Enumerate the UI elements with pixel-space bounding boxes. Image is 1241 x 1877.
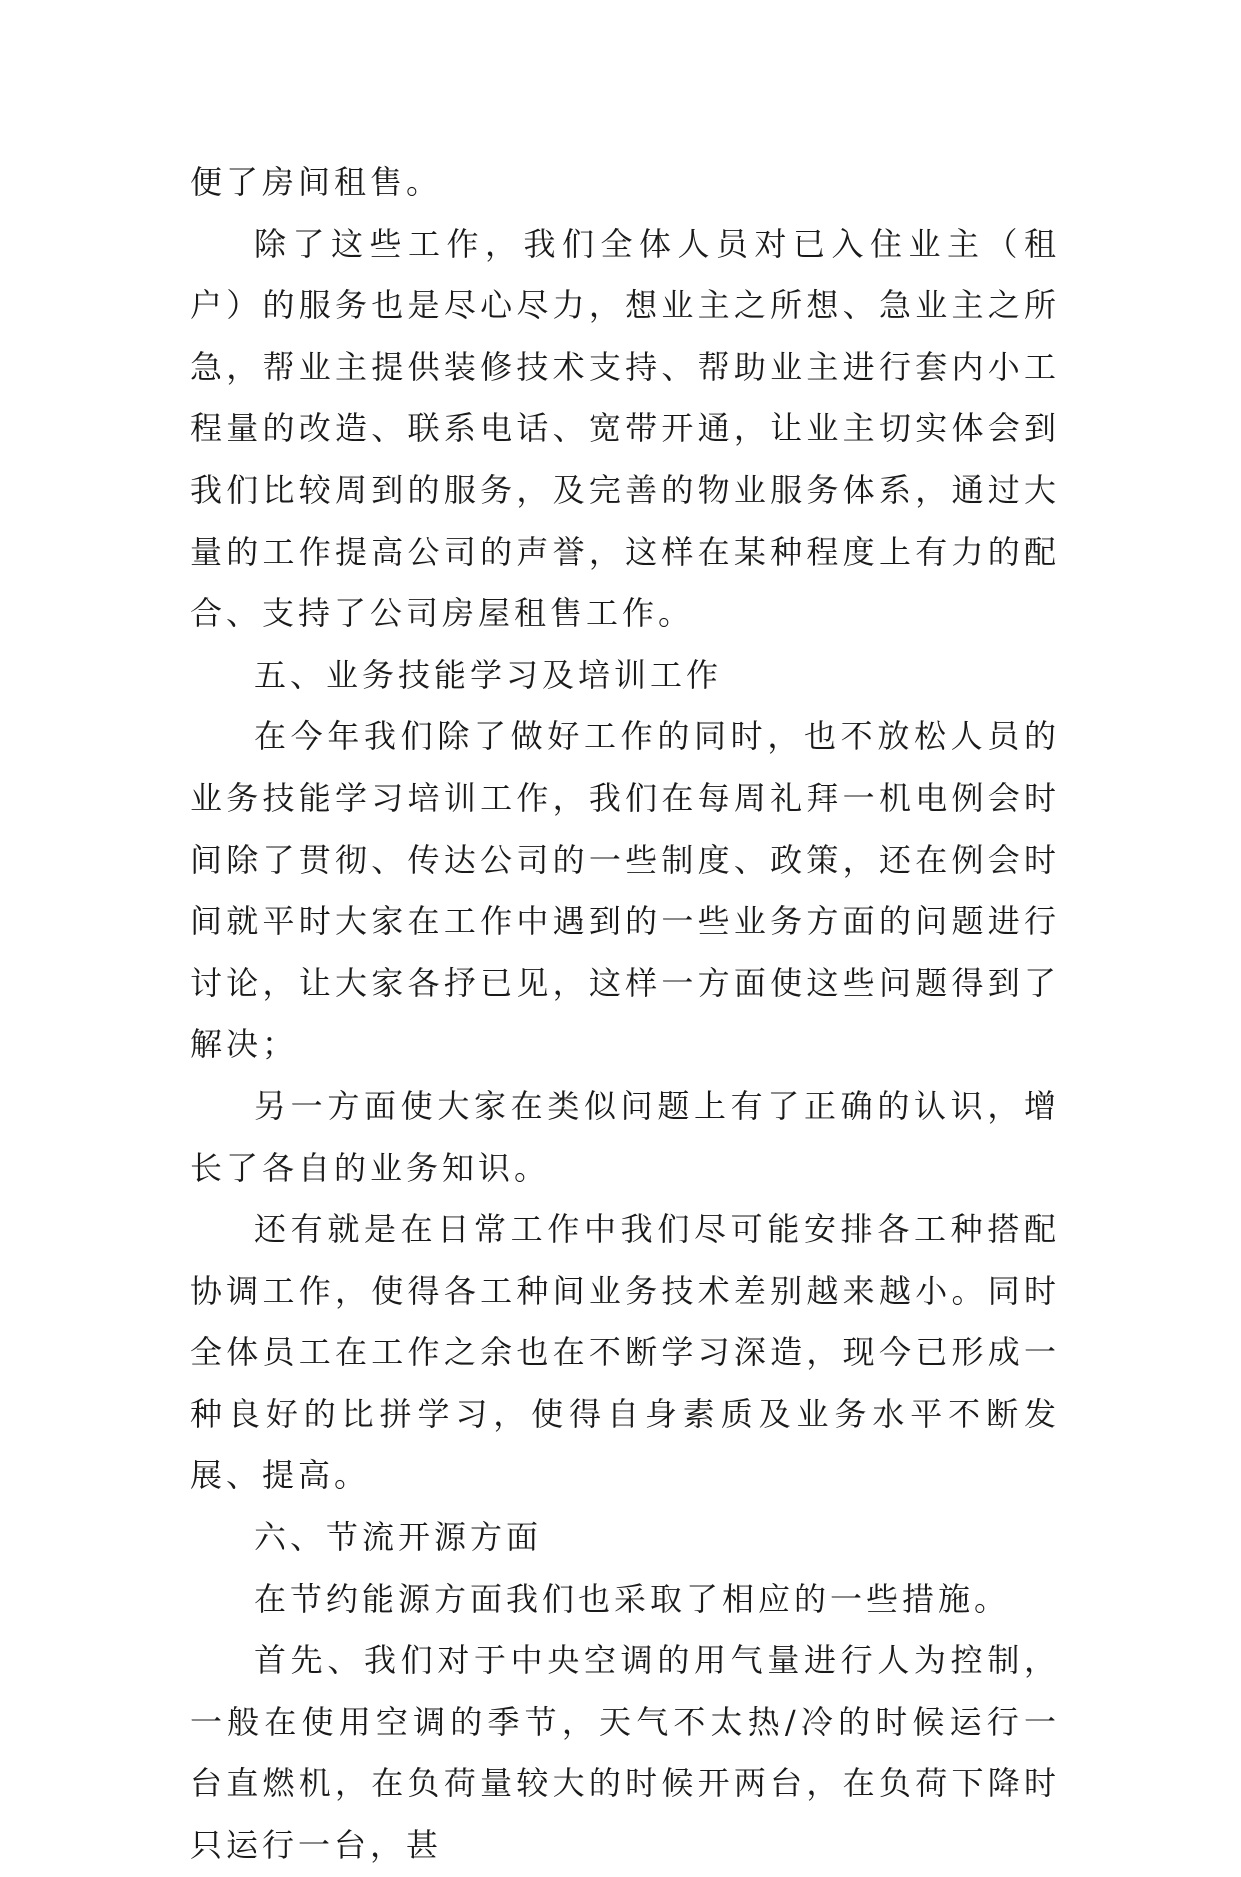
- paragraph-1: 便了房间租售。: [190, 163, 443, 201]
- paragraph-2: 除了这些工作，我们全体人员对已入住业主（租户）的服务也是尽心尽力，想业主之所想、急业主之所急，帮业主提供装修技术支持、帮助业主进行套内小工程量的改造、联系电话、宽带开通，让业主切实体会到我们比较周到的服务，及完善的物业服务体系，通过大量的工作提高公司的声誉，这样在某种程度上有力的配合、支持了公司房屋租售工作。: [190, 224, 1060, 633]
- paragraph-4: 另一方面使大家在类似问题上有了正确的认识，增长了各自的业务知识。: [190, 1086, 1060, 1187]
- paragraph-3: 在今年我们除了做好工作的同时，也不放松人员的业务技能学习培训工作，我们在每周礼拜一机电例会时间除了贯彻、传达公司的一些制度、政策，还在例会时间就平时大家在工作中遇到的一些业务方面的问题进行讨论，让大家各抒已见，这样一方面使这些问题得到了解决；: [190, 717, 1060, 1064]
- paragraph-7: 首先、我们对于中央空调的用气量进行人为控制，一般在使用空调的季节，天气不太热/冷的时候运行一台直燃机，在负荷量较大的时候开两台，在负荷下降时只运行一台，甚: [190, 1641, 1060, 1865]
- document-body: [190, 152, 1060, 1877]
- section-heading-5: 五、业务技能学习及培训工作: [254, 655, 723, 694]
- section-heading-6: 六、节流开源方面: [254, 1518, 543, 1557]
- paragraph-6: 在节约能源方面我们也采取了相应的一些措施。: [254, 1579, 1011, 1618]
- paragraph-5: 还有就是在日常工作中我们尽可能安排各工种搭配协调工作，使得各工种间业务技术差别越来越小。同时全体员工在工作之余也在不断学习深造，现今已形成一种良好的比拼学习，使得自身素质及业务水平不断发展、提高。: [190, 1210, 1060, 1495]
